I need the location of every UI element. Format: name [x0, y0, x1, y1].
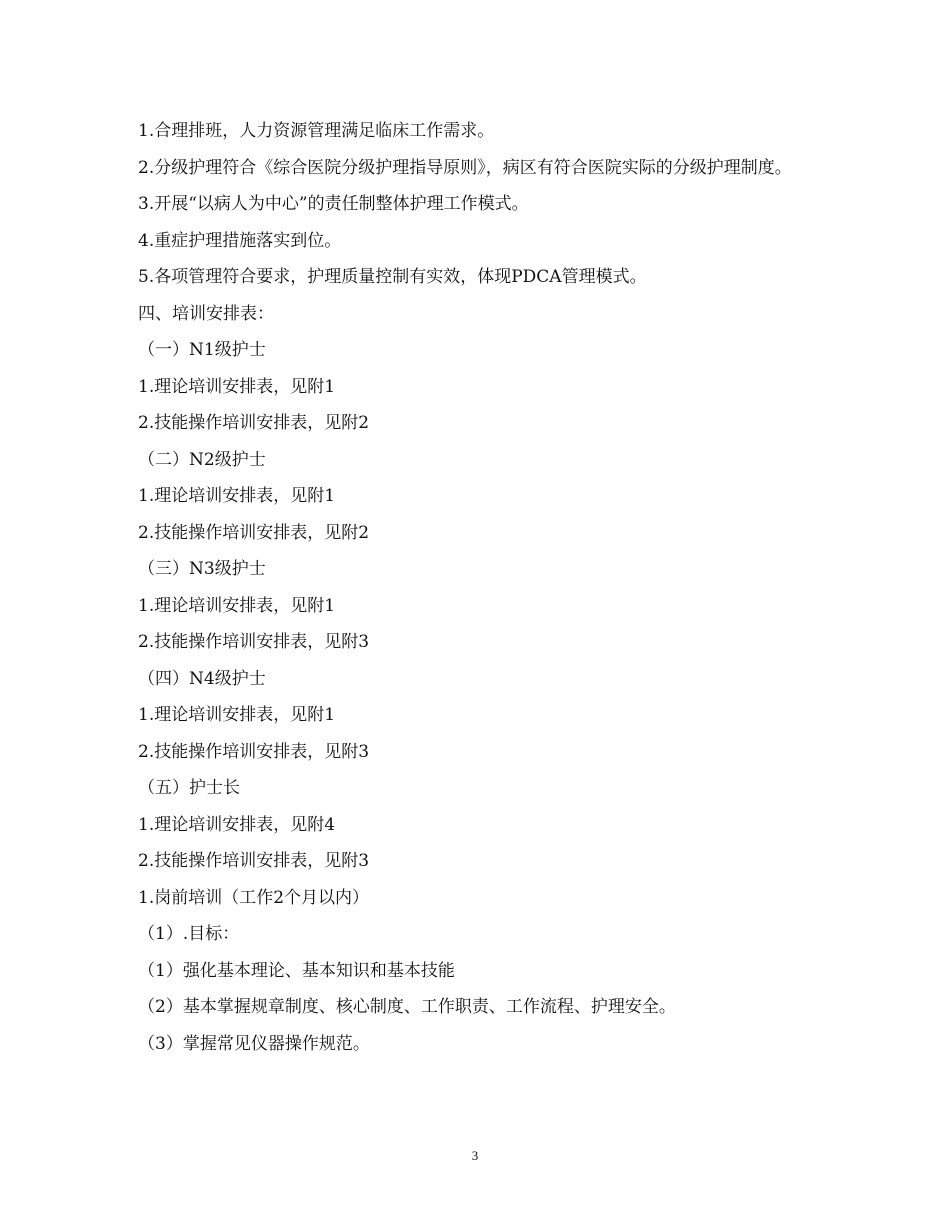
text-line: 5.各项管理符合要求，护理质量控制有实效，体现PDCA管理模式。	[138, 267, 647, 287]
text-line: 1.理论培训安排表，见附1	[138, 595, 336, 616]
text-line: （1）.目标：	[138, 924, 240, 944]
text-line: （2）基本掌握规章制度、核心制度、工作职责、工作流程、护理安全。	[138, 997, 676, 1017]
text-line: 2.技能操作培训安排表，见附2	[138, 413, 370, 433]
text-line: 1.理论培训安排表，见附1	[138, 376, 336, 397]
page-number: 3	[471, 1148, 479, 1163]
text-line: 1.岗前培训（工作2个月以内）	[138, 887, 370, 908]
subsection-heading: （五）护士长	[138, 778, 240, 798]
subsection-heading: （四）N4级护士	[138, 668, 266, 689]
text-line: 2.技能操作培训安排表，见附3	[138, 741, 370, 762]
subsection-heading: （三）N3级护士	[138, 559, 266, 579]
document-body	[138, 113, 828, 1062]
text-line: 1.理论培训安排表，见附1	[138, 486, 336, 506]
text-line: 4.重症护理措施落实到位。	[138, 230, 342, 251]
text-line: 2.技能操作培训安排表，见附2	[138, 522, 370, 543]
text-line: 2.技能操作培训安排表，见附3	[138, 632, 370, 652]
section-heading: 四、培训安排表：	[138, 303, 274, 324]
text-line: 2.技能操作培训安排表，见附3	[138, 851, 370, 871]
text-line: （1）强化基本理论、基本知识和基本技能	[138, 960, 455, 981]
text-line: 1.合理排班，人力资源管理满足临床工作需求。	[138, 121, 495, 141]
subsection-heading: （二）N2级护士	[138, 449, 266, 470]
text-line: （3）掌握常见仪器操作规范。	[138, 1033, 370, 1054]
text-line: 2.分级护理符合《综合医院分级护理指导原则》，病区有符合医院实际的分级护理制度。	[138, 157, 792, 178]
text-line: 1.理论培训安排表，见附1	[138, 705, 336, 725]
subsection-heading: （一）N1级护士	[138, 340, 266, 360]
text-line: 3.开展“以病人为中心”的责任制整体护理工作模式。	[138, 194, 529, 214]
text-line: 1.理论培训安排表，见附4	[138, 814, 336, 835]
